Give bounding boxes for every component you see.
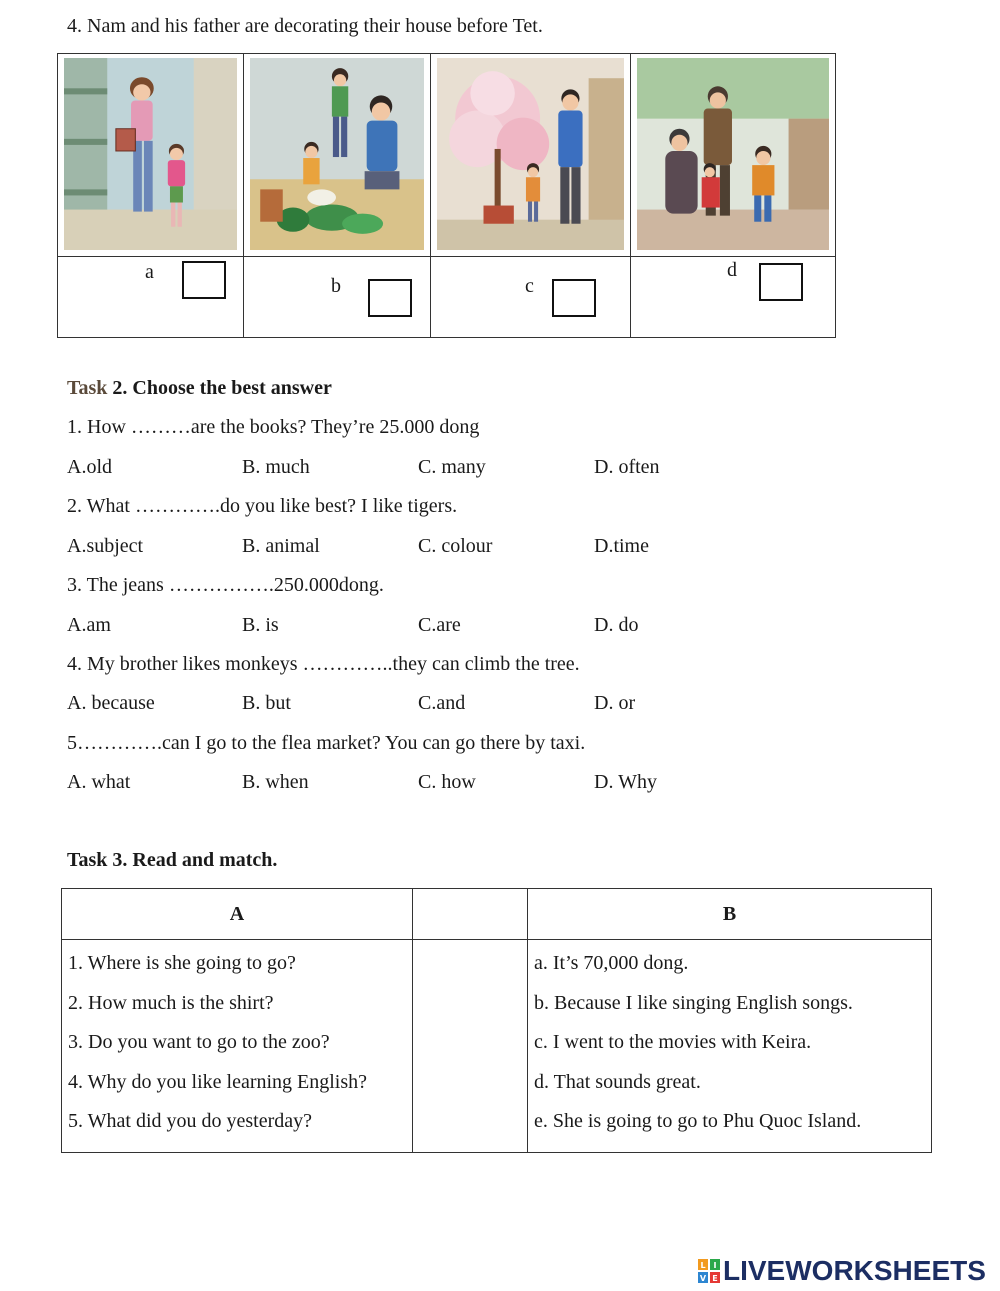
task-2-question-2: 2. What ………….do you like best? I like tigers. <box>67 495 458 517</box>
column-b-cell <box>528 940 932 1153</box>
answer-cell-a <box>58 257 244 338</box>
column-b-item: c. I went to the movies with Keira. <box>534 1031 812 1053</box>
q2-option-c[interactable]: C. colour <box>418 535 493 557</box>
task-2-title <box>67 377 332 400</box>
column-a-item: 1. Where is she going to go? <box>68 952 296 974</box>
column-a-header: A <box>62 889 413 940</box>
q4-option-b[interactable]: B. but <box>242 692 291 714</box>
picture-cell-b <box>244 54 431 257</box>
picture-cell-a <box>58 54 244 257</box>
column-b-item: b. Because I like singing English songs. <box>534 991 853 1014</box>
answer-letter-c: c <box>525 275 534 297</box>
q5-option-b[interactable]: B. when <box>242 771 309 793</box>
task-2-question-3: 3. The jeans …………….250.000dong. <box>67 574 384 596</box>
picture-b-banh-chung <box>250 58 424 250</box>
svg-text:I: I <box>713 1261 717 1270</box>
liveworksheets-logo-icon <box>698 1259 720 1283</box>
task-2-question-4: 4. My brother likes monkeys …………..they can climb the tree. <box>67 653 580 675</box>
answer-column-header <box>413 889 528 940</box>
task-2-task-word: Task <box>67 377 108 399</box>
q3-option-a[interactable]: A.am <box>67 614 111 636</box>
q4-option-d[interactable]: D. or <box>594 692 636 714</box>
column-a-item: 4. Why do you like learning English? <box>68 1070 368 1093</box>
q5-option-c[interactable]: C. how <box>418 771 476 793</box>
q2-option-d[interactable]: D.time <box>594 535 649 557</box>
q1-option-b[interactable]: B. much <box>242 456 310 478</box>
q5-option-a[interactable]: A. what <box>67 771 131 793</box>
answer-box-a[interactable] <box>182 261 226 299</box>
q4-option-a[interactable]: A. because <box>67 692 155 714</box>
column-a-item: 2. How much is the shirt? <box>68 991 274 1014</box>
q2-option-a[interactable]: A.subject <box>67 535 144 557</box>
liveworksheets-logo[interactable] <box>698 1255 996 1287</box>
answer-letter-b: b <box>331 275 341 297</box>
q5-option-d[interactable]: D. Why <box>594 771 657 793</box>
q1-option-d[interactable]: D. often <box>594 456 660 478</box>
task-2-title-rest: 2. Choose the best answer <box>107 377 332 399</box>
svg-text:V: V <box>699 1274 707 1283</box>
picture-c-peach-blossom <box>437 58 624 250</box>
q1-option-a[interactable]: A.old <box>67 456 112 478</box>
match-table <box>61 888 932 1153</box>
answer-cell-d <box>631 257 836 338</box>
column-b-header: B <box>528 889 932 940</box>
answer-box-c[interactable] <box>552 279 596 317</box>
q2-option-b[interactable]: B. animal <box>242 535 320 557</box>
q3-option-d[interactable]: D. do <box>594 614 639 636</box>
q1-option-c[interactable]: C. many <box>418 456 486 478</box>
question-4-title: 4. Nam and his father are decorating their house before Tet. <box>67 15 543 37</box>
answer-letter-d: d <box>727 259 737 281</box>
q4-option-c[interactable]: C.and <box>418 692 466 714</box>
picture-table <box>57 53 836 338</box>
column-a-item: 3. Do you want to go to the zoo? <box>68 1031 330 1053</box>
column-a-item: 5. What did you do yesterday? <box>68 1110 313 1132</box>
match-answer-cell[interactable] <box>413 940 528 1153</box>
picture-d-visiting-grandparents <box>637 58 829 250</box>
q3-option-b[interactable]: B. is <box>242 614 279 636</box>
answer-cell-b <box>244 257 431 338</box>
answer-box-d[interactable] <box>759 263 803 301</box>
svg-text:E: E <box>712 1274 718 1283</box>
column-b-item: a. It’s 70,000 dong. <box>534 952 689 974</box>
column-b-item: d. That sounds great. <box>534 1070 701 1093</box>
column-b-item: e. She is going to go to Phu Quoc Island. <box>534 1110 862 1132</box>
picture-cell-d <box>631 54 836 257</box>
picture-cell-c <box>431 54 631 257</box>
picture-a-shopping <box>64 58 237 250</box>
task-2-question-5: 5………….can I go to the flea market? You can go there by taxi. <box>67 732 586 754</box>
q3-option-c[interactable]: C.are <box>418 614 461 636</box>
svg-text:L: L <box>700 1261 706 1270</box>
answer-cell-c <box>431 257 631 338</box>
answer-box-b[interactable] <box>368 279 412 317</box>
liveworksheets-logo-text: LIVEWORKSHEETS <box>723 1255 986 1286</box>
task-2-question-1: 1. How ………are the books? They’re 25.000 dong <box>67 416 480 438</box>
column-a-cell <box>62 940 413 1153</box>
answer-letter-a: a <box>145 261 154 283</box>
task-3-title: Task 3. Read and match. <box>67 849 278 871</box>
